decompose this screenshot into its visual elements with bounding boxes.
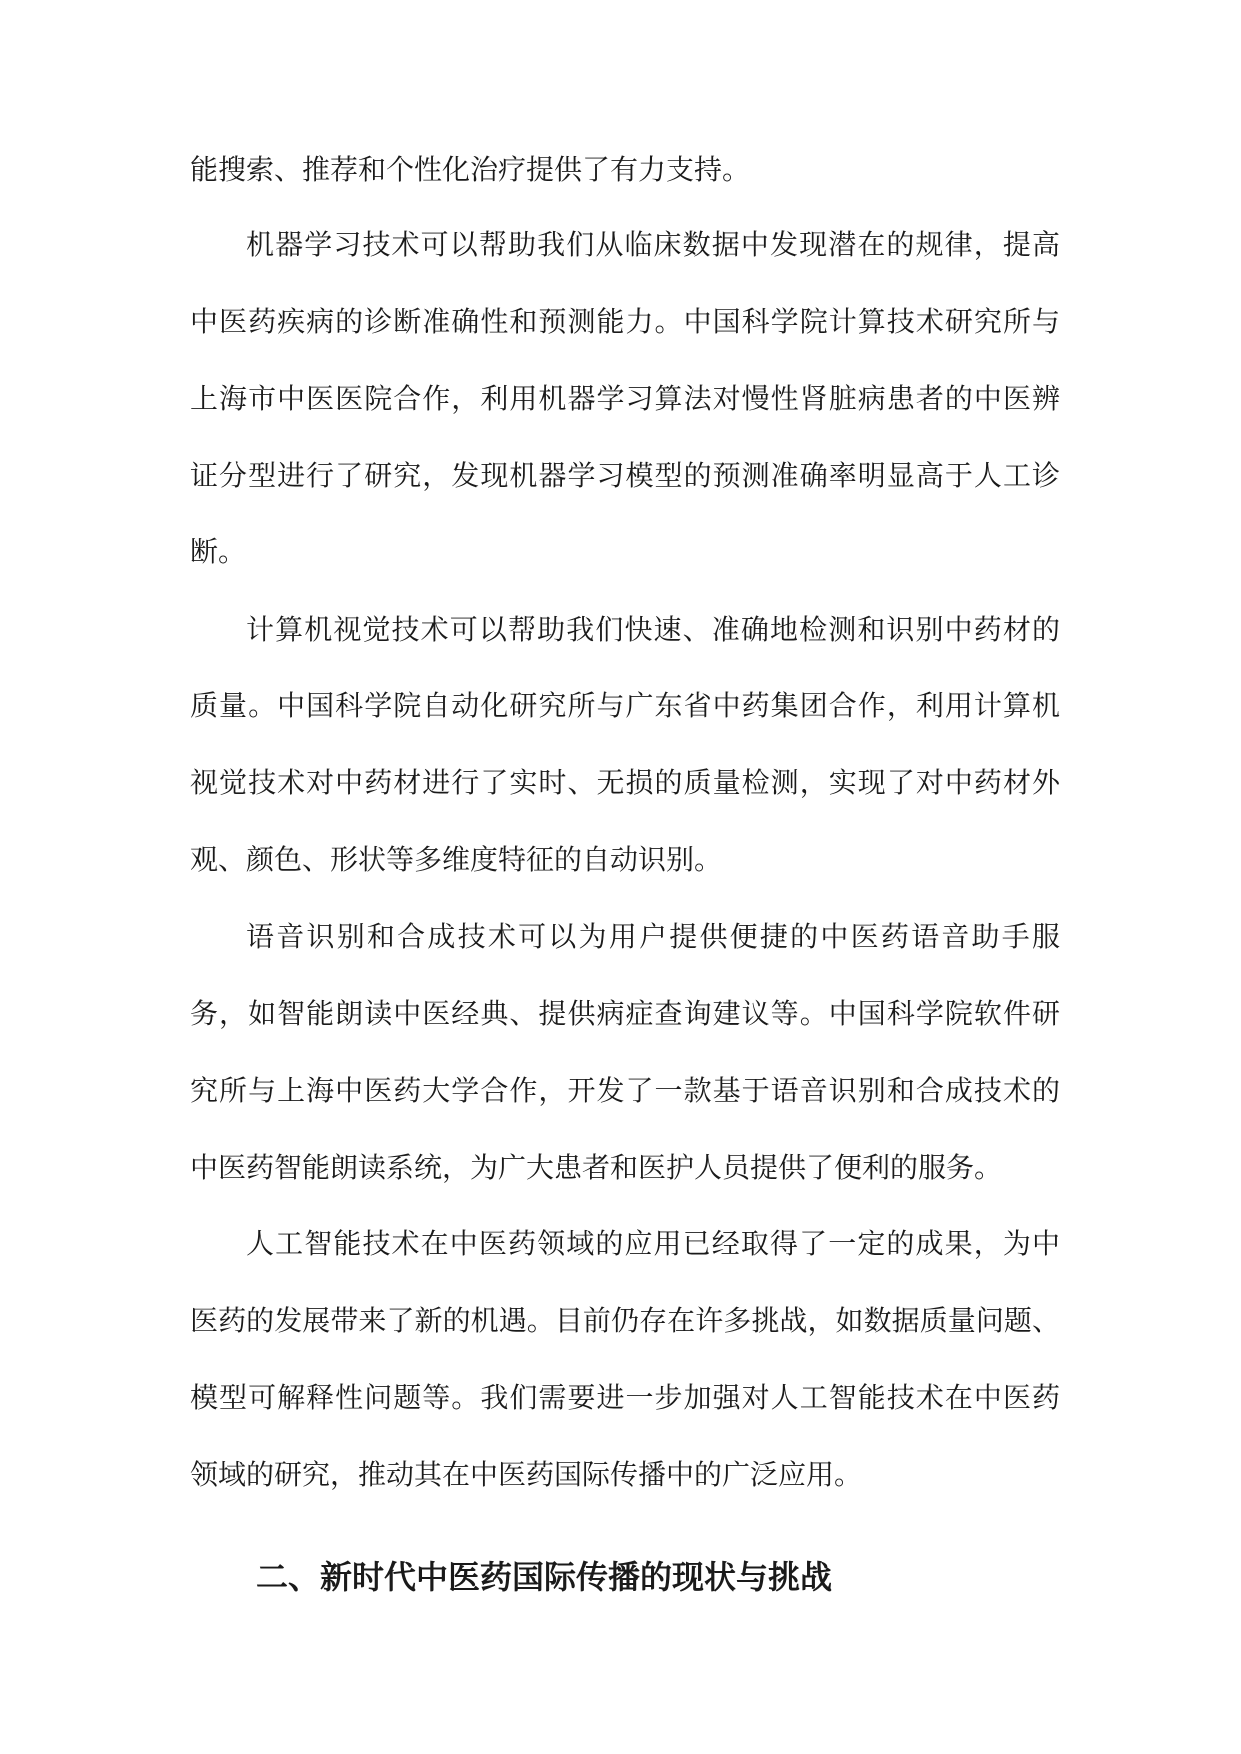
paragraph-line: 证分型进行了研究，发现机器学习模型的预测准确率明显高于人工诊 — [190, 459, 1060, 492]
paragraph-line: 模型可解释性问题等。我们需要进一步加强对人工智能技术在中医药 — [190, 1381, 1060, 1414]
paragraph-line: 观、颜色、形状等多维度特征的自动识别。 — [190, 843, 723, 876]
paragraph-line: 能搜索、推荐和个性化治疗提供了有力支持。 — [190, 153, 751, 186]
paragraph-line: 医药的发展带来了新的机遇。目前仍存在许多挑战，如数据质量问题、 — [190, 1304, 1060, 1337]
paragraph-line: 中医药智能朗读系统，为广大患者和医护人员提供了便利的服务。 — [190, 1151, 1003, 1184]
paragraph-line: 视觉技术对中药材进行了实时、无损的质量检测，实现了对中药材外 — [190, 766, 1060, 799]
paragraph-line: 中医药疾病的诊断准确性和预测能力。中国科学院计算技术研究所与 — [190, 305, 1060, 338]
section-heading: 二、新时代中医药国际传播的现状与挑战 — [256, 1558, 833, 1596]
paragraph-line: 人工智能技术在中医药领域的应用已经取得了一定的成果，为中 — [246, 1227, 1060, 1260]
paragraph-line: 断。 — [190, 535, 247, 568]
paragraph-line: 语音识别和合成技术可以为用户提供便捷的中医药语音助手服 — [246, 920, 1060, 953]
paragraph-line: 究所与上海中医药大学合作，开发了一款基于语音识别和合成技术的 — [190, 1074, 1060, 1107]
paragraph-line: 计算机视觉技术可以帮助我们快速、准确地检测和识别中药材的 — [246, 613, 1060, 646]
paragraph-line: 质量。中国科学院自动化研究所与广东省中药集团合作，利用计算机 — [190, 689, 1060, 722]
paragraph-line: 领域的研究，推动其在中医药国际传播中的广泛应用。 — [190, 1458, 863, 1491]
paragraph-line: 机器学习技术可以帮助我们从临床数据中发现潜在的规律，提高 — [246, 228, 1060, 261]
paragraph-line: 务，如智能朗读中医经典、提供病症查询建议等。中国科学院软件研 — [190, 997, 1060, 1030]
paragraph-line: 上海市中医医院合作，利用机器学习算法对慢性肾脏病患者的中医辨 — [190, 382, 1060, 415]
